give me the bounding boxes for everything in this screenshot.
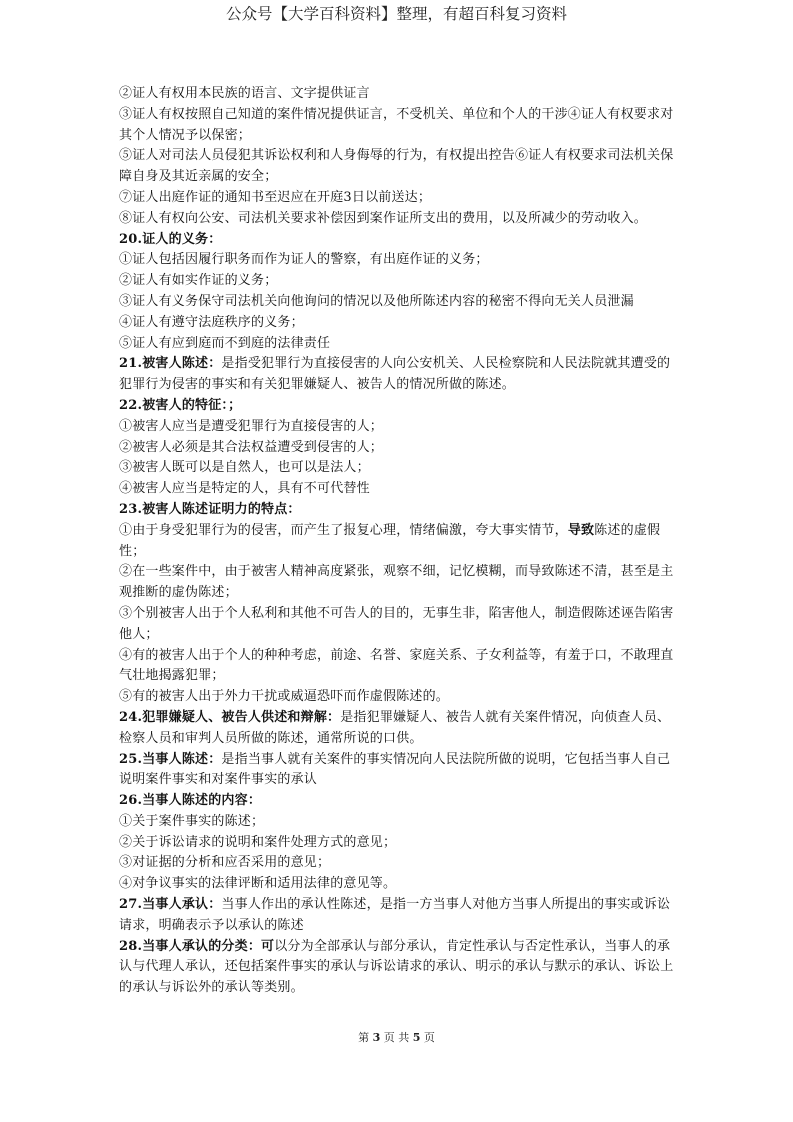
paragraph: [119, 687, 679, 708]
paragraph: [119, 521, 679, 563]
paragraph: [119, 853, 679, 874]
paragraph-text: ③证人有义务保守司法机关向他询问的情况以及他所陈述内容的秘密不得向无关人员泄漏: [119, 293, 634, 309]
paragraph: [119, 458, 679, 479]
paragraph: [119, 292, 679, 313]
paragraph: [119, 479, 679, 500]
paragraph-text: ⑦证人出庭作证的通知书至迟应在开庭3日以前送达；: [119, 189, 432, 205]
paragraph-heading: 26.当事人陈述的内容：: [119, 793, 262, 809]
paragraph-text: ①由于身受犯罪行为的侵害，而产生了报复心理，情绪偏激，夸大事实情节，: [119, 522, 568, 538]
paragraph: [119, 438, 679, 459]
paragraph: [119, 313, 679, 334]
paragraph: [119, 791, 679, 812]
page-header: 公众号【大学百科资料】整理，有超百科复习资料: [225, 5, 567, 23]
paragraph: [119, 250, 679, 271]
paragraph: [119, 646, 679, 688]
paragraph-text: ③被害人既可以是自然人，也可以是法人；: [119, 460, 370, 476]
paragraph-text: ④证人有遵守法庭秩序的义务；: [119, 314, 304, 330]
paragraph: [119, 417, 679, 438]
paragraph: [119, 562, 679, 604]
paragraph: [119, 708, 679, 750]
paragraph-text: ⑤有的被害人出于外力干扰或威逼恐吓而作虚假陈述的。: [119, 689, 450, 705]
footer-prefix: 第: [358, 1031, 370, 1044]
paragraph-text: ①证人包括因履行职务而作为证人的警察，有出庭作证的义务；: [119, 252, 489, 268]
paragraph: [119, 188, 679, 209]
paragraph-text: ②证人有如实作证的义务；: [119, 273, 278, 289]
paragraph-text: ①被害人应当是遭受犯罪行为直接侵害的人；: [119, 418, 384, 434]
paragraph: [119, 396, 679, 417]
paragraph-text: ⑤证人对司法人员侵犯其诉讼权利和人身侮辱的行为，有权提出控告⑥证人有权要求司法机关保障自身及其近亲属的安全；: [119, 148, 674, 185]
paragraph-text: ④被害人应当是特定的人，具有不可代替性: [119, 481, 370, 497]
paragraph: [119, 334, 679, 355]
paragraph-emphasis: 导致: [567, 522, 595, 538]
paragraph: [119, 84, 679, 105]
paragraph-text: 是指犯罪嫌疑人、被告人就有关案件情况，向侦查人员、检察人员和审判人员所做的陈述，通常所说的口供。: [119, 709, 671, 746]
paragraph-text: 是指受犯罪行为直接侵害的人向公安机关、人民检察院和人民法院就其遭受的犯罪行为侵害的事实和有关犯罪嫌疑人、被告人的情况所做的陈述。: [119, 356, 671, 393]
paragraph-heading: 21.被害人陈述：: [119, 356, 222, 372]
footer-page-number: 3: [372, 1031, 381, 1044]
paragraph-text: ②被害人必须是其合法权益遭受到侵害的人；: [119, 439, 384, 455]
paragraph-text: ③对证据的分析和应否采用的意见；: [119, 855, 331, 871]
paragraph-text: ②在一些案件中，由于被害人精神高度紧张，观察不细，记忆模糊，而导致陈述不清，甚至是主观推断的虚伪陈述；: [119, 564, 674, 601]
footer-suffix: 页: [423, 1031, 435, 1044]
paragraph-heading: 24.犯罪嫌疑人、被告人供述和辩解：: [119, 709, 341, 725]
paragraph-text: 当事人作出的承认性陈述，是指一方当事人对他方当事人所提出的事实或诉讼请求，明确表示予以承认的陈述: [119, 897, 671, 933]
paragraph-text: ④有的被害人出于个人的种种考虑，前途、名誉、家庭关系、子女利益等，有羞于口，不敢理直气壮地揭露犯罪；: [119, 647, 674, 684]
paragraph-text: 是指当事人就有关案件的事实情况向人民法院所做的说明，它包括当事人自己说明案件事实和对案件事实的承认: [119, 751, 671, 788]
page-footer: [0, 1030, 793, 1046]
paragraph-text: ⑤证人有应到庭而不到庭的法律责任: [119, 335, 331, 351]
paragraph-text: 以分为全部承认与部分承认，肯定性承认与否定性承认，当事人的承认与代理人承认，还包括案件事实的承认与诉讼请求的承认、明示的承认与默示的承认、诉讼上的承认与诉讼外的承认等类别。: [119, 938, 674, 996]
paragraph: [119, 500, 679, 521]
paragraph-heading: 27.当事人承认：: [119, 897, 222, 913]
paragraph-text: ②关于诉讼请求的说明和案件处理方式的意见；: [119, 834, 397, 850]
paragraph: [119, 146, 679, 188]
paragraph-heading: 28.当事人承认的分类：可: [119, 938, 275, 954]
paragraph-text: ③个别被害人出于个人私利和其他不可告人的目的，无事生非，陷害他人，制造假陈述诬告陷害他人；: [119, 605, 674, 642]
paragraph-text: 陈述的虚假性；: [119, 522, 661, 559]
paragraph-text: ②证人有权用本民族的语言、文字提供证言: [119, 86, 370, 101]
paragraph-text: ⑧证人有权向公安、司法机关要求补偿因到案作证所支出的费用，以及所减少的劳动收入。: [119, 210, 648, 226]
paragraph: [119, 895, 679, 937]
paragraph: [119, 230, 679, 251]
paragraph-heading: 25.当事人陈述：: [119, 751, 222, 767]
paragraph-heading: 23.被害人陈述证明力的特点：: [119, 501, 301, 517]
paragraph-heading: 22.被害人的特征：；: [119, 397, 242, 413]
paragraph-text: ①关于案件事实的陈述；: [119, 813, 265, 829]
footer-middle: 页 共: [383, 1031, 410, 1044]
paragraph: [119, 105, 679, 147]
paragraph: [119, 937, 679, 999]
paragraph: [119, 750, 679, 792]
paragraph: [119, 874, 679, 895]
paragraph-heading: 20.证人的义务：: [119, 231, 222, 247]
paragraph-text: ③证人有权按照自己知道的案件情况提供证言，不受机关、单位和个人的干涉④证人有权要求对其个人情况予以保密；: [119, 106, 674, 143]
paragraph: [119, 209, 679, 230]
paragraph: [119, 271, 679, 292]
paragraph: [119, 833, 679, 854]
paragraph-text: ④对争议事实的法律评断和适用法律的意见等。: [119, 876, 397, 892]
document-body: [119, 84, 679, 999]
footer-page-total: 5: [412, 1031, 421, 1044]
paragraph: [119, 604, 679, 646]
paragraph: [119, 354, 679, 396]
paragraph: [119, 812, 679, 833]
